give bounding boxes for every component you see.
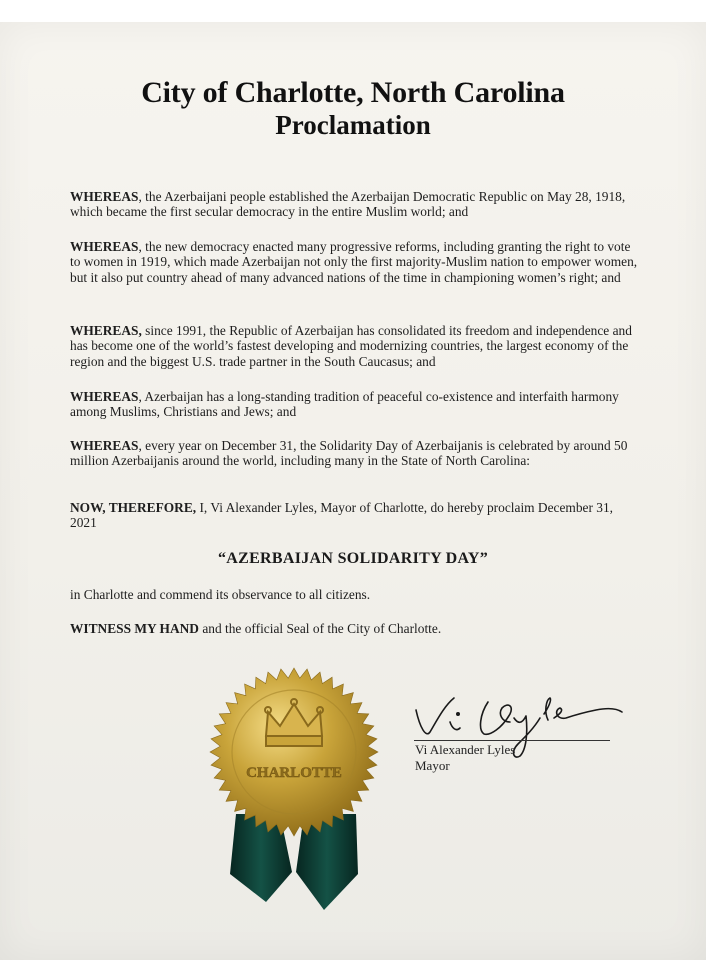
seal-burst bbox=[210, 668, 378, 836]
whereas-paragraph-3: WHEREAS, since 1991, the Republic of Azerbaijan has consolidated its freedom and independence and has become one of the world’s fastest developing and modernizing countries, the largest economy of the region and the biggest U.S. trade partner in the South Caucasus; and bbox=[70, 323, 632, 369]
signature-line bbox=[414, 740, 610, 741]
proclaimed-day-title: “AZERBAIJAN SOLIDARITY DAY” bbox=[217, 550, 489, 567]
whereas-paragraph-2: WHEREAS, the new democracy enacted many progressive reforms, including granting the right to vote to women in 1919, which made Azerbaijan not only the first majority-Muslim nation to empower women, but it also put country ahead of many advanced nations of the time in championing women’s right; and bbox=[70, 239, 638, 285]
whereas-paragraph-4: WHEREAS, Azerbaijan has a long-standing tradition of peaceful co-existence and interfaith harmony among Muslims, Christians and Jews; and bbox=[70, 389, 619, 420]
city-heading: City of Charlotte, North Carolina bbox=[141, 76, 565, 109]
city-seal bbox=[206, 664, 382, 924]
proclamation-heading: Proclamation bbox=[275, 110, 431, 140]
seal-text: CHARLOTTE bbox=[246, 765, 342, 781]
therefore-paragraph: NOW, THEREFORE, I, Vi Alexander Lyles, Mayor of Charlotte, do hereby proclaim December 31, 2021 bbox=[70, 500, 614, 531]
signer-title: Mayor bbox=[415, 758, 450, 773]
top-border bbox=[0, 0, 706, 22]
commend-paragraph: in Charlotte and commend its observance to all citizens. bbox=[70, 587, 371, 602]
witness-paragraph: WITNESS MY HAND and the official Seal of the City of Charlotte. bbox=[70, 621, 442, 636]
whereas-paragraph-5: WHEREAS, every year on December 31, the Solidarity Day of Azerbaijanis is celebrated by around 50 million Azerbaijanis around the world, including many in the State of North Carolina: bbox=[70, 438, 628, 469]
whereas-paragraph-1: WHEREAS, the Azerbaijani people established the Azerbaijan Democratic Republic on May 28, 1918, which became the first secular democracy in the entire Muslim world; and bbox=[70, 189, 626, 220]
signer-name: Vi Alexander Lyles bbox=[415, 742, 516, 757]
